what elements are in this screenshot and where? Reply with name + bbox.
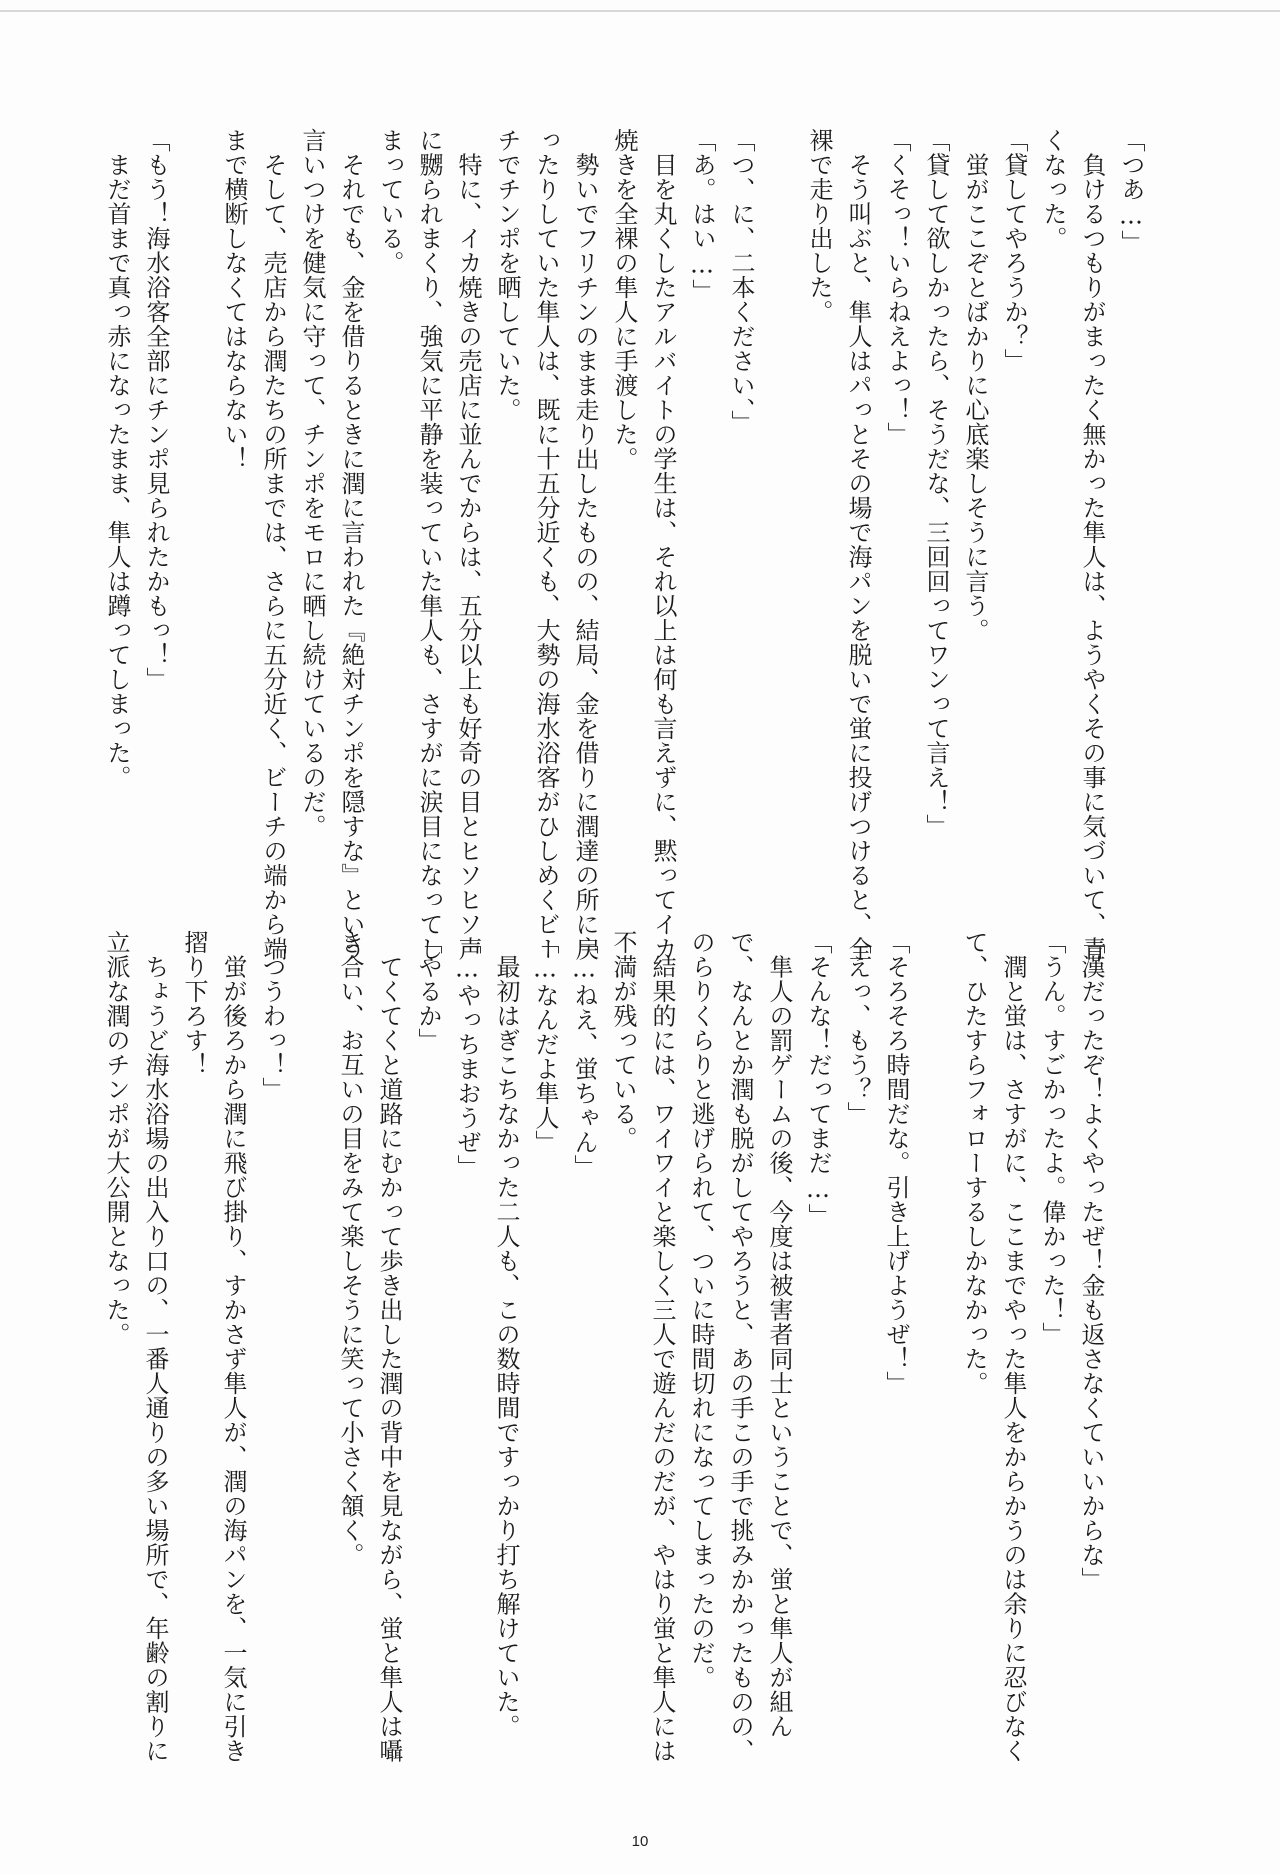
text-line: チでチンポを晒していた。 <box>493 128 521 422</box>
text-line: 「貸してやろうか？」 <box>1000 128 1028 373</box>
text-line: 「もう！海水浴客全部にチンポ見られたかもっ！」 <box>142 128 170 692</box>
text-line: 「つうわっ！」 <box>258 930 286 1102</box>
text-line: 「つ、に、二本ください、」 <box>727 128 755 435</box>
text-line: まだ首まで真っ赤になったまま、隼人は蹲ってしまった。 <box>103 128 131 790</box>
text-line: 「…ねえ、蛍ちゃん」 <box>570 930 598 1179</box>
text-line: そう叫ぶと、隼人はパっとその場で海パンを脱いで蛍に投げつけると、全 <box>844 128 872 961</box>
text-line: 特に、イカ焼きの売店に並んでからは、五分以上も好奇の目とヒソヒソ声 <box>454 128 482 961</box>
page-number: 10 <box>631 1833 649 1850</box>
text-line: てくてくと道路にむかって歩き出した潤の背中を見ながら、蛍と隼人は囁 <box>375 930 403 1763</box>
text-line: 結果的には、ワイワイと楽しく三人で遊んだのだが、やはり蛍と隼人には <box>648 930 676 1763</box>
text-line: 「…やっちまおうぜ」 <box>453 930 481 1179</box>
text-line: まっている。 <box>376 128 404 275</box>
text-line: それでも、金を借りるときに潤に言われた『絶対チンポを隠すな』という <box>337 128 365 961</box>
text-line: 負けるつもりがまったく無かった隼人は、ようやくその事に気づいて、青 <box>1078 128 1106 961</box>
text-line: 「漢だったぞ！よくやったぜ！金も返さなくていいからな」 <box>1077 930 1105 1592</box>
text-line: 「あ。はい…」 <box>688 128 716 304</box>
upper-text-block <box>103 128 1150 961</box>
text-line: 裸で走り出した。 <box>805 128 833 324</box>
blank-line <box>175 128 214 888</box>
lower-text-block <box>102 930 1110 1763</box>
text-line: ちょうど海水浴場の出入り口の、一番人通りの多い場所で、年齢の割りに <box>141 930 169 1763</box>
text-line: のらりくらりと逃げられて、ついに時間切れになってしまったのだ。 <box>687 930 715 1690</box>
text-line: 蛍がここぞとばかりに心底楽しそうに言う。 <box>961 128 989 643</box>
text-line: 「くそっ！いらねえよっ！」 <box>883 128 911 447</box>
text-line: 「…なんだよ隼人」 <box>531 930 559 1155</box>
text-line: て、ひたすらフォローするしかなかった。 <box>960 930 988 1396</box>
text-line: 不満が残っている。 <box>609 930 637 1151</box>
text-line: 「そんな！だってまだ…」 <box>804 930 832 1228</box>
text-line: 蛍が後ろから潤に飛び掛り、すかさず隼人が、潤の海パンを、一気に引き <box>219 930 247 1763</box>
scan-edge-rule <box>0 10 1280 12</box>
text-line: 「えっ、もう？」 <box>843 930 871 1126</box>
text-line: まで横断しなくてはならない！ <box>220 128 248 471</box>
text-line: 摺り下ろす！ <box>180 930 208 1077</box>
blank-line <box>760 128 799 888</box>
text-line: くなった。 <box>1039 128 1067 251</box>
text-line: 隼人の罰ゲームの後、今度は被害者同士ということで、蛍と隼人が組ん <box>765 930 793 1739</box>
text-line: 勢いでフリチンのまま走り出したものの、結局、金を借りに潤達の所に戻 <box>571 128 599 961</box>
text-line: 立派な潤のチンポが大公開となった。 <box>102 930 130 1347</box>
text-line: 「貸して欲しかったら、そうだな、三回回ってワンって言え！」 <box>922 128 950 839</box>
text-line: ったりしていた隼人は、既に十五分近くも、大勢の海水浴客がひしめくビー <box>532 128 560 961</box>
text-line: 「うん。すごかったよ。偉かった！」 <box>1038 930 1066 1347</box>
text-line: き合い、お互いの目をみて楽しそうに笑って小さく頷く。 <box>336 930 364 1567</box>
text-line: で、なんとか潤も脱がしてやろうと、あの手この手で挑みかかったものの、 <box>726 930 754 1763</box>
text-line: 最初はぎこちなかった二人も、この数時間ですっかり打ち解けていた。 <box>492 930 520 1739</box>
text-line: 「そろそろ時間だな。引き上げようぜ！」 <box>882 930 910 1396</box>
text-line: 言いつけを健気に守って、チンポをモロに晒し続けているのだ。 <box>298 128 326 839</box>
blank-line <box>291 930 330 1710</box>
text-line: 目を丸くしたアルバイトの学生は、それ以上は何も言えずに、黙ってイカ <box>649 128 677 961</box>
text-line: に嬲られまくり、強気に平静を装っていた隼人も、さすがに涙目になってし <box>415 128 443 961</box>
text-line: 「つあ…」 <box>1117 128 1145 255</box>
blank-line <box>915 930 954 1710</box>
text-line: 潤と蛍は、さすがに、ここまでやった隼人をからかうのは余りに忍びなく <box>999 930 1027 1763</box>
text-line: そして、売店から潤たちの所までは、さらに五分近く、ビーチの端から端 <box>259 128 287 961</box>
text-line: 「やるか」 <box>414 930 442 1053</box>
text-line: 焼きを全裸の隼人に手渡した。 <box>610 128 638 471</box>
